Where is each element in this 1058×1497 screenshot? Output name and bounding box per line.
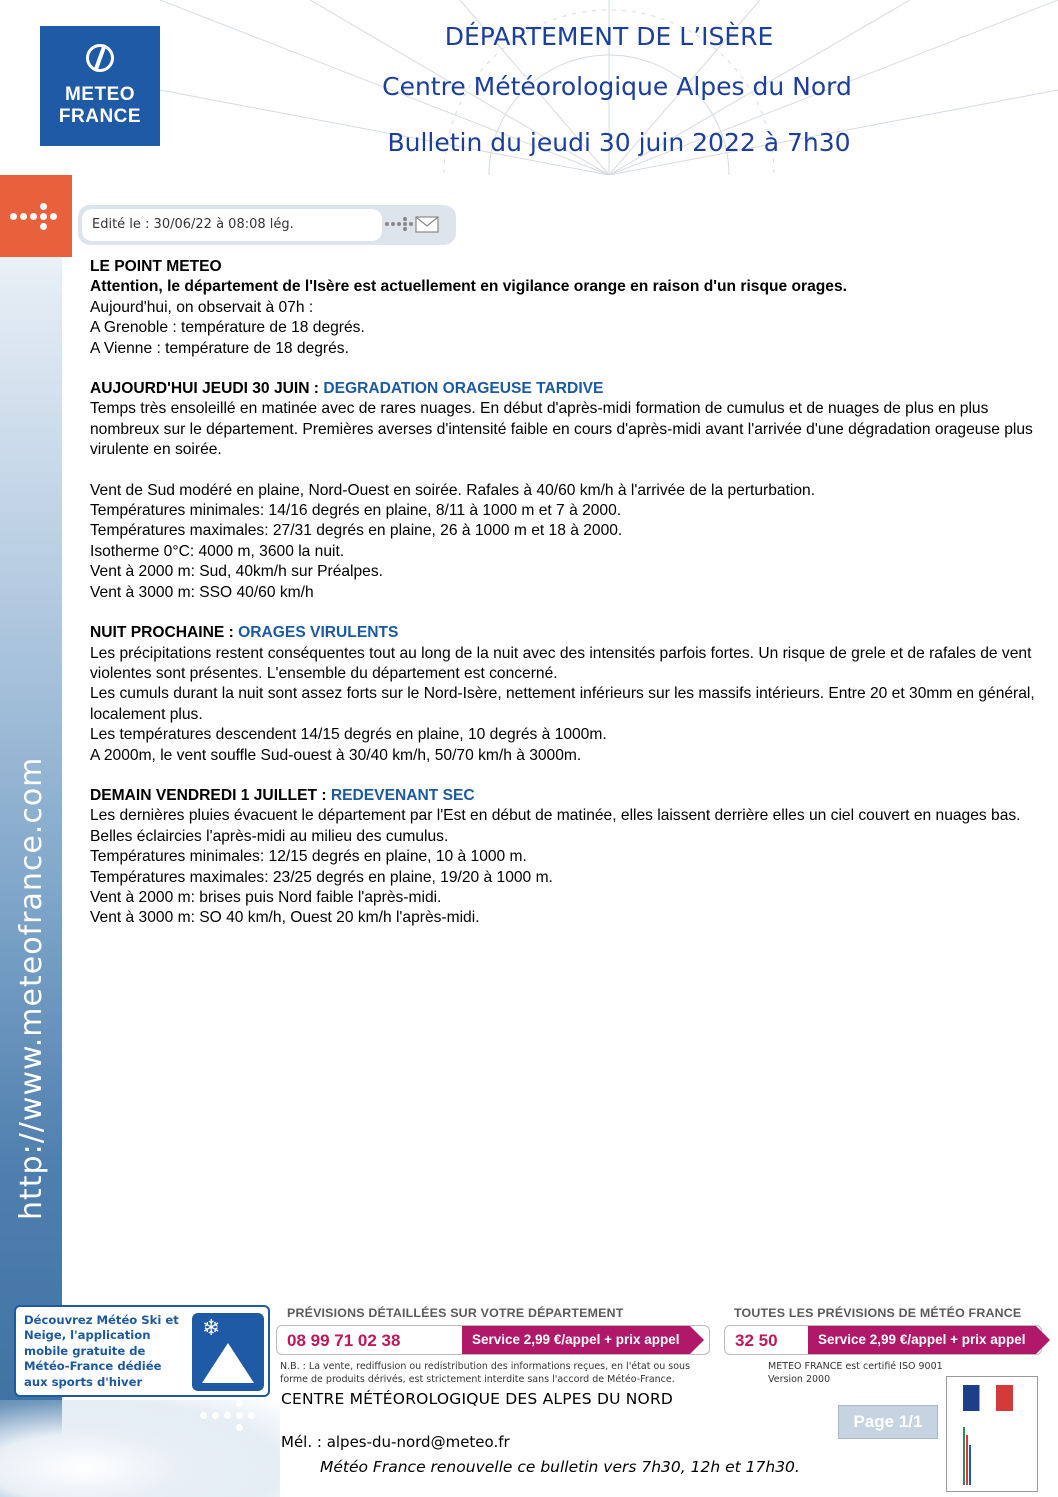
tomorrow-line: Les dernières pluies évacuent le département par l'Est en début de matinée, elles laissent derrière elles un ciel couvert en nuages bas. Belles éclaircies l'après-midi au milieu des cumulus. <box>90 807 1021 845</box>
ski-app-promo[interactable] <box>14 1305 270 1397</box>
today-line: Températures minimales: 14/16 degrés en plaine, 8/11 à 1000 m et 7 à 2000. <box>90 502 622 520</box>
legal-notice: N.B. : La vente, rediffusion ou redistribution des informations reçues, en l'état ou sous forme de produits dérivés, est strictement interdite sans l'accord de Météo-France. <box>280 1361 691 1385</box>
ski-app-text: Découvrez Météo Ski et Neige, l'application mobile gratuite de Météo-France dédiée aux sports d'hiver <box>24 1313 179 1389</box>
night-heading-line <box>90 623 1035 643</box>
night-heading: NUIT PROCHAINE : <box>90 624 239 642</box>
bulletin-content <box>90 257 1035 929</box>
today-paragraph: Temps très ensoleillé en matinée avec de rares nuages. En début d'après-midi formation de cumulus et de nuages de plus en plus nombreux sur le département. Premières averses d'intensité faible en cours d'après-midi avant l'arrivée d'une dégradation orageuse plus virulente en soirée. <box>90 400 1033 459</box>
email-icon[interactable] <box>384 213 440 240</box>
today-headline: DEGRADATION ORAGEUSE TARDIVE <box>323 380 604 398</box>
night-headline: ORAGES VIRULENTS <box>238 624 399 642</box>
all-service-price: Service 2,99 €/appel + prix appel <box>808 1326 1036 1354</box>
iso-certification <box>768 1360 943 1386</box>
ski-app-icon <box>192 1313 264 1391</box>
dept-forecast-label: PRÉVISIONS DÉTAILLÉES SUR VOTRE DÉPARTEMENT <box>287 1306 624 1320</box>
ministry-stripes-icon <box>963 1427 971 1485</box>
today-line: Vent de Sud modéré en plaine, Nord-Ouest en soirée. Rafales à 40/60 km/h à l'arrivée de la perturbation. <box>90 481 816 499</box>
page-indicator: Page 1/1 <box>838 1405 938 1439</box>
all-phone-number: 32 50 <box>735 1331 778 1350</box>
centre-title: Centre Météorologique Alpes du Nord <box>382 72 852 101</box>
observation-line: A Grenoble : température de 18 degrés. <box>90 319 365 337</box>
today-heading-line <box>90 379 1035 399</box>
centre-name: CENTRE MÉTÉOROLOGIQUE DES ALPES DU NORD <box>281 1390 674 1408</box>
ministry-logo <box>946 1376 1038 1492</box>
french-flag-icon <box>963 1385 1013 1411</box>
logo-line-2: FRANCE <box>58 106 142 127</box>
cert-line: METEO FRANCE est certifié ISO 9001 <box>768 1361 943 1372</box>
night-line: Les températures descendent 14/15 degrés en plaine, 10 degrés à 1000m. <box>90 726 607 744</box>
observation-line: A Vienne : température de 18 degrés. <box>90 339 349 357</box>
point-meteo-title: LE POINT METEO <box>90 258 222 275</box>
edited-label: Edité le : 30/06/22 à 08:08 lég. <box>82 209 382 241</box>
all-forecast-label: TOUTES LES PRÉVISIONS DE MÉTÉO FRANCE <box>734 1306 1022 1320</box>
today-line: Vent à 3000 m: SSO 40/60 km/h <box>90 583 314 601</box>
today-line: Isotherme 0°C: 4000 m, 3600 la nuit. <box>90 542 345 560</box>
department-title: DÉPARTEMENT DE L’ISÈRE <box>444 22 774 51</box>
meteofrance-url[interactable]: http://www.meteofrance.com <box>14 756 49 1220</box>
tomorrow-heading-line <box>90 786 1035 806</box>
tomorrow-line: Vent à 3000 m: SO 40 km/h, Ouest 20 km/h l'après-midi. <box>90 909 480 927</box>
meteo-france-logo[interactable] <box>40 26 160 146</box>
snowflake-icon: ❄ <box>202 1315 221 1340</box>
logo-line-1: METEO <box>64 84 136 105</box>
logo-mark-icon <box>86 44 114 72</box>
cert-line: Version 2000 <box>768 1374 831 1385</box>
night-line: Les cumuls durant la nuit sont assez forts sur le Nord-Isère, nettement inférieurs sur les massifs intérieurs. Entre 20 et 30mm en général, localement plus. <box>90 685 1035 723</box>
bulletin-title: Bulletin du jeudi 30 juin 2022 à 7h30 <box>387 128 851 157</box>
today-heading: AUJOURD'HUI JEUDI 30 JUIN : <box>90 380 324 398</box>
night-line: Les précipitations restent conséquentes tout au long de la nuit avec des intensités parfois fortes. Un risque de grele et de rafales de vent violentes sont présentes. L'ensemble du département est concerné. <box>90 644 1032 682</box>
tomorrow-heading: DEMAIN VENDREDI 1 JUILLET : <box>90 786 331 804</box>
dept-service-price: Service 2,99 €/appel + prix appel <box>462 1326 690 1354</box>
vigilance-alert: Attention, le département de l'Isère est actuellement en vigilance orange en raison d'un risque orages. <box>90 278 847 296</box>
observation-line: Aujourd'hui, on observait à 07h : <box>90 298 314 316</box>
dept-phone-number: 08 99 71 02 38 <box>287 1331 401 1350</box>
tomorrow-line: Températures maximales: 23/25 degrés en plaine, 19/20 à 1000 m. <box>90 868 553 886</box>
tomorrow-line: Températures minimales: 12/15 degrés en plaine, 10 à 1000 m. <box>90 848 527 866</box>
contact-email[interactable]: Mél. : alpes-du-nord@meteo.fr <box>281 1433 510 1451</box>
tomorrow-line: Vent à 2000 m: brises puis Nord faible l'après-midi. <box>90 888 442 906</box>
tomorrow-headline: REDEVENANT SEC <box>330 786 475 804</box>
orange-tab <box>0 175 72 257</box>
renewal-notice: Météo France renouvelle ce bulletin vers 7h30, 12h et 17h30. <box>320 1458 800 1476</box>
night-line: A 2000m, le vent souffle Sud-ouest à 30/40 km/h, 50/70 km/h à 3000m. <box>90 746 582 764</box>
mountain-icon <box>202 1343 254 1383</box>
today-line: Températures maximales: 27/31 degrés en plaine, 26 à 1000 m et 18 à 2000. <box>90 522 623 540</box>
today-line: Vent à 2000 m: Sud, 40km/h sur Préalpes. <box>90 563 383 581</box>
